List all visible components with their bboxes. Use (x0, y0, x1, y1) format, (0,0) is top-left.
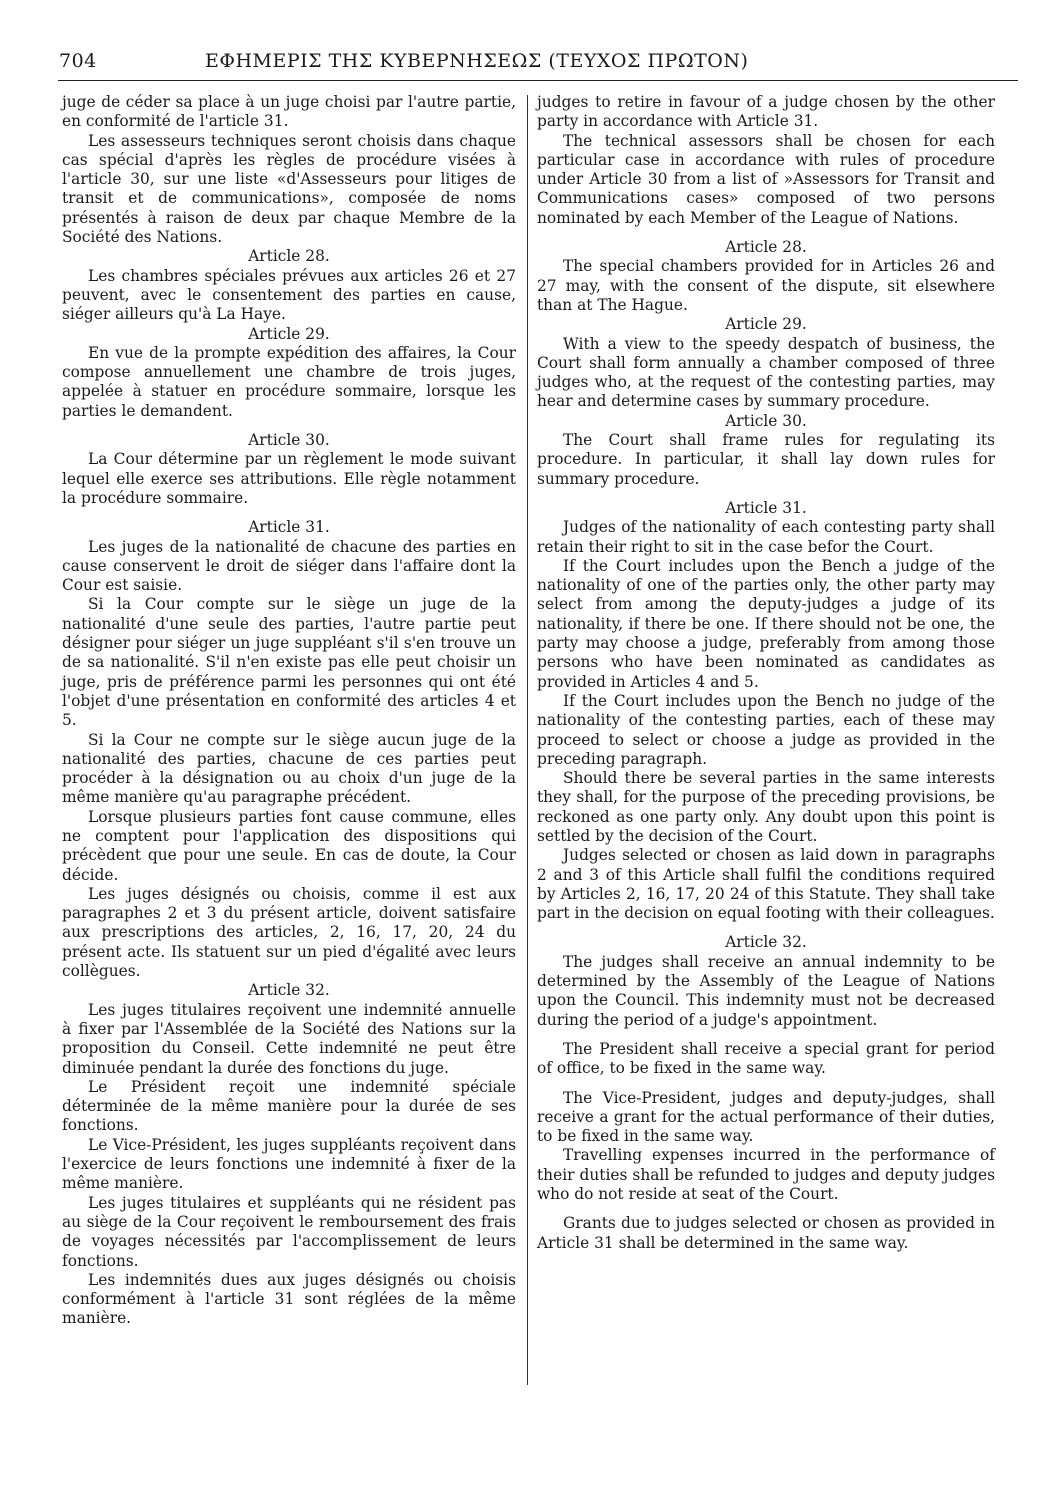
paragraph: Le Président reçoit une indemnité spéciale déterminée de la même manière pour la durée de ses fonctions. (62, 1077, 516, 1135)
paragraph: Grants due to judges selected or chosen as provided in Article 31 shall be determined in the same way. (537, 1214, 995, 1252)
paragraph: The technical assessors shall be chosen for each particular case in accordance with rules of procedure under Article 30 from a list of »Assessors for Transit and Communications cases» composed of two persons nominated by each Member of the League of Nations. (537, 131, 995, 227)
article-heading: Article 32. (725, 933, 807, 952)
paragraph: Les juges de la nationalité de chacune des parties en cause conservent le droit de siéger dans l'affaire dont la Cour est saisie. (62, 537, 516, 595)
article-heading: Article 31. (248, 518, 330, 537)
french-column (62, 93, 516, 1329)
paragraph: If the Court includes upon the Bench no judge of the nationality of the contesting parties, each of these may proceed to select or choose a judge as provided in the preceding paragraph. (537, 691, 995, 768)
article-heading: Article 28. (248, 247, 330, 266)
paragraph: judges to retire in favour of a judge chosen by the other party in accordance with Article 31. (537, 93, 995, 131)
header-rule (58, 80, 1018, 81)
paragraph: Should there be several parties in the same interests they shall, for the purpose of the preceding provisions, be reckoned as one party only. Any doubt upon this point is settled by the decision of the Court. (537, 769, 995, 845)
paragraph: Les juges titulaires reçoivent une indemnité annuelle à fixer par l'Assemblée de la Société des Nations sur la proposition du Conseil. Cette indemnité ne peut être diminuée pendant la durée des fonctions du juge. (62, 1000, 516, 1077)
paragraph: The President shall receive a special grant for period of office, to be fixed in the same way. (537, 1039, 995, 1078)
paragraph: Les juges titulaires et suppléants qui ne résident pas au siège de la Cour reçoivent le remboursement des frais de voyages nécessités par l'accomplissement de leurs fonctions. (62, 1193, 516, 1270)
paragraph: La Cour détermine par un règlement le mode suivant lequel elle exerce ses attributions. Elle règle notamment la procédure sommaire. (62, 450, 516, 507)
page-number: 704 (59, 50, 97, 72)
article-heading: Article 30. (248, 431, 330, 450)
paragraph: juge de céder sa place à un juge choisi par l'autre partie, en conformité de l'article 31. (62, 93, 516, 131)
paragraph: Les juges désignés ou choisis, comme il est aux paragraphes 2 et 3 du présent article, doivent satisfaire aux prescriptions des articles, 2, 16, 17, 20, 24 du présent acte. Ils statuent sur un pied d'égalité avec leurs collègues. (62, 884, 516, 981)
running-title: ΕΦΗΜΕΡΙΣ ΤΗΣ ΚΥΒΕΡΝΗΣΕΩΣ (ΤΕΥΧΟΣ ΠΡΩΤΟΝ) (205, 50, 749, 72)
paragraph: Judges of the nationality of each contesting party shall retain their right to sit in the case befor the Court. (537, 518, 995, 556)
paragraph: If the Court includes upon the Bench a judge of the nationality of one of the parties only, the other party may select from among the deputy-judges a judge of its nationality, if there be one. If there should not be one, the party may choose a judge, preferably from among those persons who have been nominated as candidates as provided in Articles 4 and 5. (537, 556, 995, 691)
article-heading: Article 29. (248, 324, 330, 343)
article-heading: Article 28. (725, 238, 807, 257)
english-column (537, 93, 995, 1253)
paragraph: Les indemnités dues aux juges désignés ou choisis conformément à l'article 31 sont réglées de la même manière. (62, 1270, 516, 1328)
paragraph: The judges shall receive an annual indemnity to be determined by the Assembly of the League of Nations upon the Council. This indemnity must not be decreased during the period of a judge's appointment. (537, 952, 995, 1029)
article-heading: Article 31. (725, 498, 807, 517)
page-header (55, 44, 1010, 74)
paragraph: The Court shall frame rules for regulating its procedure. In particular, it shall lay down rules for summary procedure. (537, 431, 995, 488)
paragraph: The special chambers provided for in Articles 26 and 27 may, with the consent of the dispute, sit elsewhere than at The Hague. (537, 257, 995, 314)
paragraph: Les chambres spéciales prévues aux articles 26 et 27 peuvent, avec le consentement des parties en cause, siéger ailleurs qu'à La Haye. (62, 266, 516, 324)
paragraph: Le Vice-Président, les juges suppléants reçoivent dans l'exercice de leurs fonctions une indemnité à fixer de la même manière. (62, 1135, 516, 1193)
paragraph: En vue de la prompte expédition des affaires, la Cour compose annuellement une chambre de trois juges, appelée à statuer en procédure sommaire, lorsque les parties le demandent. (62, 343, 516, 420)
column-divider (527, 95, 528, 1385)
paragraph: Lorsque plusieurs parties font cause commune, elles ne comptent pour l'application des dispositions qui précèdent que pour une seule. En cas de doute, la Cour décide. (62, 807, 516, 884)
article-heading: Article 30. (725, 411, 807, 430)
paragraph: The Vice-President, judges and deputy-judges, shall receive a grant for the actual performance of their duties, to be fixed in the same way. (537, 1088, 995, 1146)
paragraph: Les assesseurs techniques seront choisis dans chaque cas spécial d'après les règles de procédure visées à l'article 30, sur une liste «d'Assesseurs pour litiges de transit et de communications», composée de noms présentés à raison de deux par chaque Membre de la Société des Nations. (62, 131, 516, 247)
paragraph: Travelling expenses incurred in the performance of their duties shall be refunded to judges and deputy judges who do not reside at seat of the Court. (537, 1146, 995, 1204)
paragraph: Judges selected or chosen as laid down in paragraphs 2 and 3 of this Article shall fulfil the conditions required by Articles 2, 16, 17, 20 24 of this Statute. They shall take part in the decision on equal footing with their colleagues. (537, 846, 995, 923)
paragraph: Si la Cour compte sur le siège un juge de la nationalité d'une seule des parties, l'autre partie peut désigner pour siéger un juge suppléant s'il s'en trouve un de sa nationalité. S'il n'en existe pas elle peut choisir un juge, pris de préférence parmi les personnes qui ont été l'objet d'une présentation en conformité des articles 4 et 5. (62, 595, 516, 730)
article-heading: Article 29. (725, 315, 807, 334)
paragraph: Si la Cour ne compte sur le siège aucun juge de la nationalité des parties, chacune de ces parties peut procéder à la désignation ou au choix d'un juge de la même manière qu'au paragraphe précédent. (62, 730, 516, 807)
paragraph: With a view to the speedy despatch of business, the Court shall form annually a chamber composed of three judges who, at the request of the contesting parties, may hear and determine cases by summary procedure. (537, 334, 995, 411)
article-heading: Article 32. (248, 981, 330, 1000)
